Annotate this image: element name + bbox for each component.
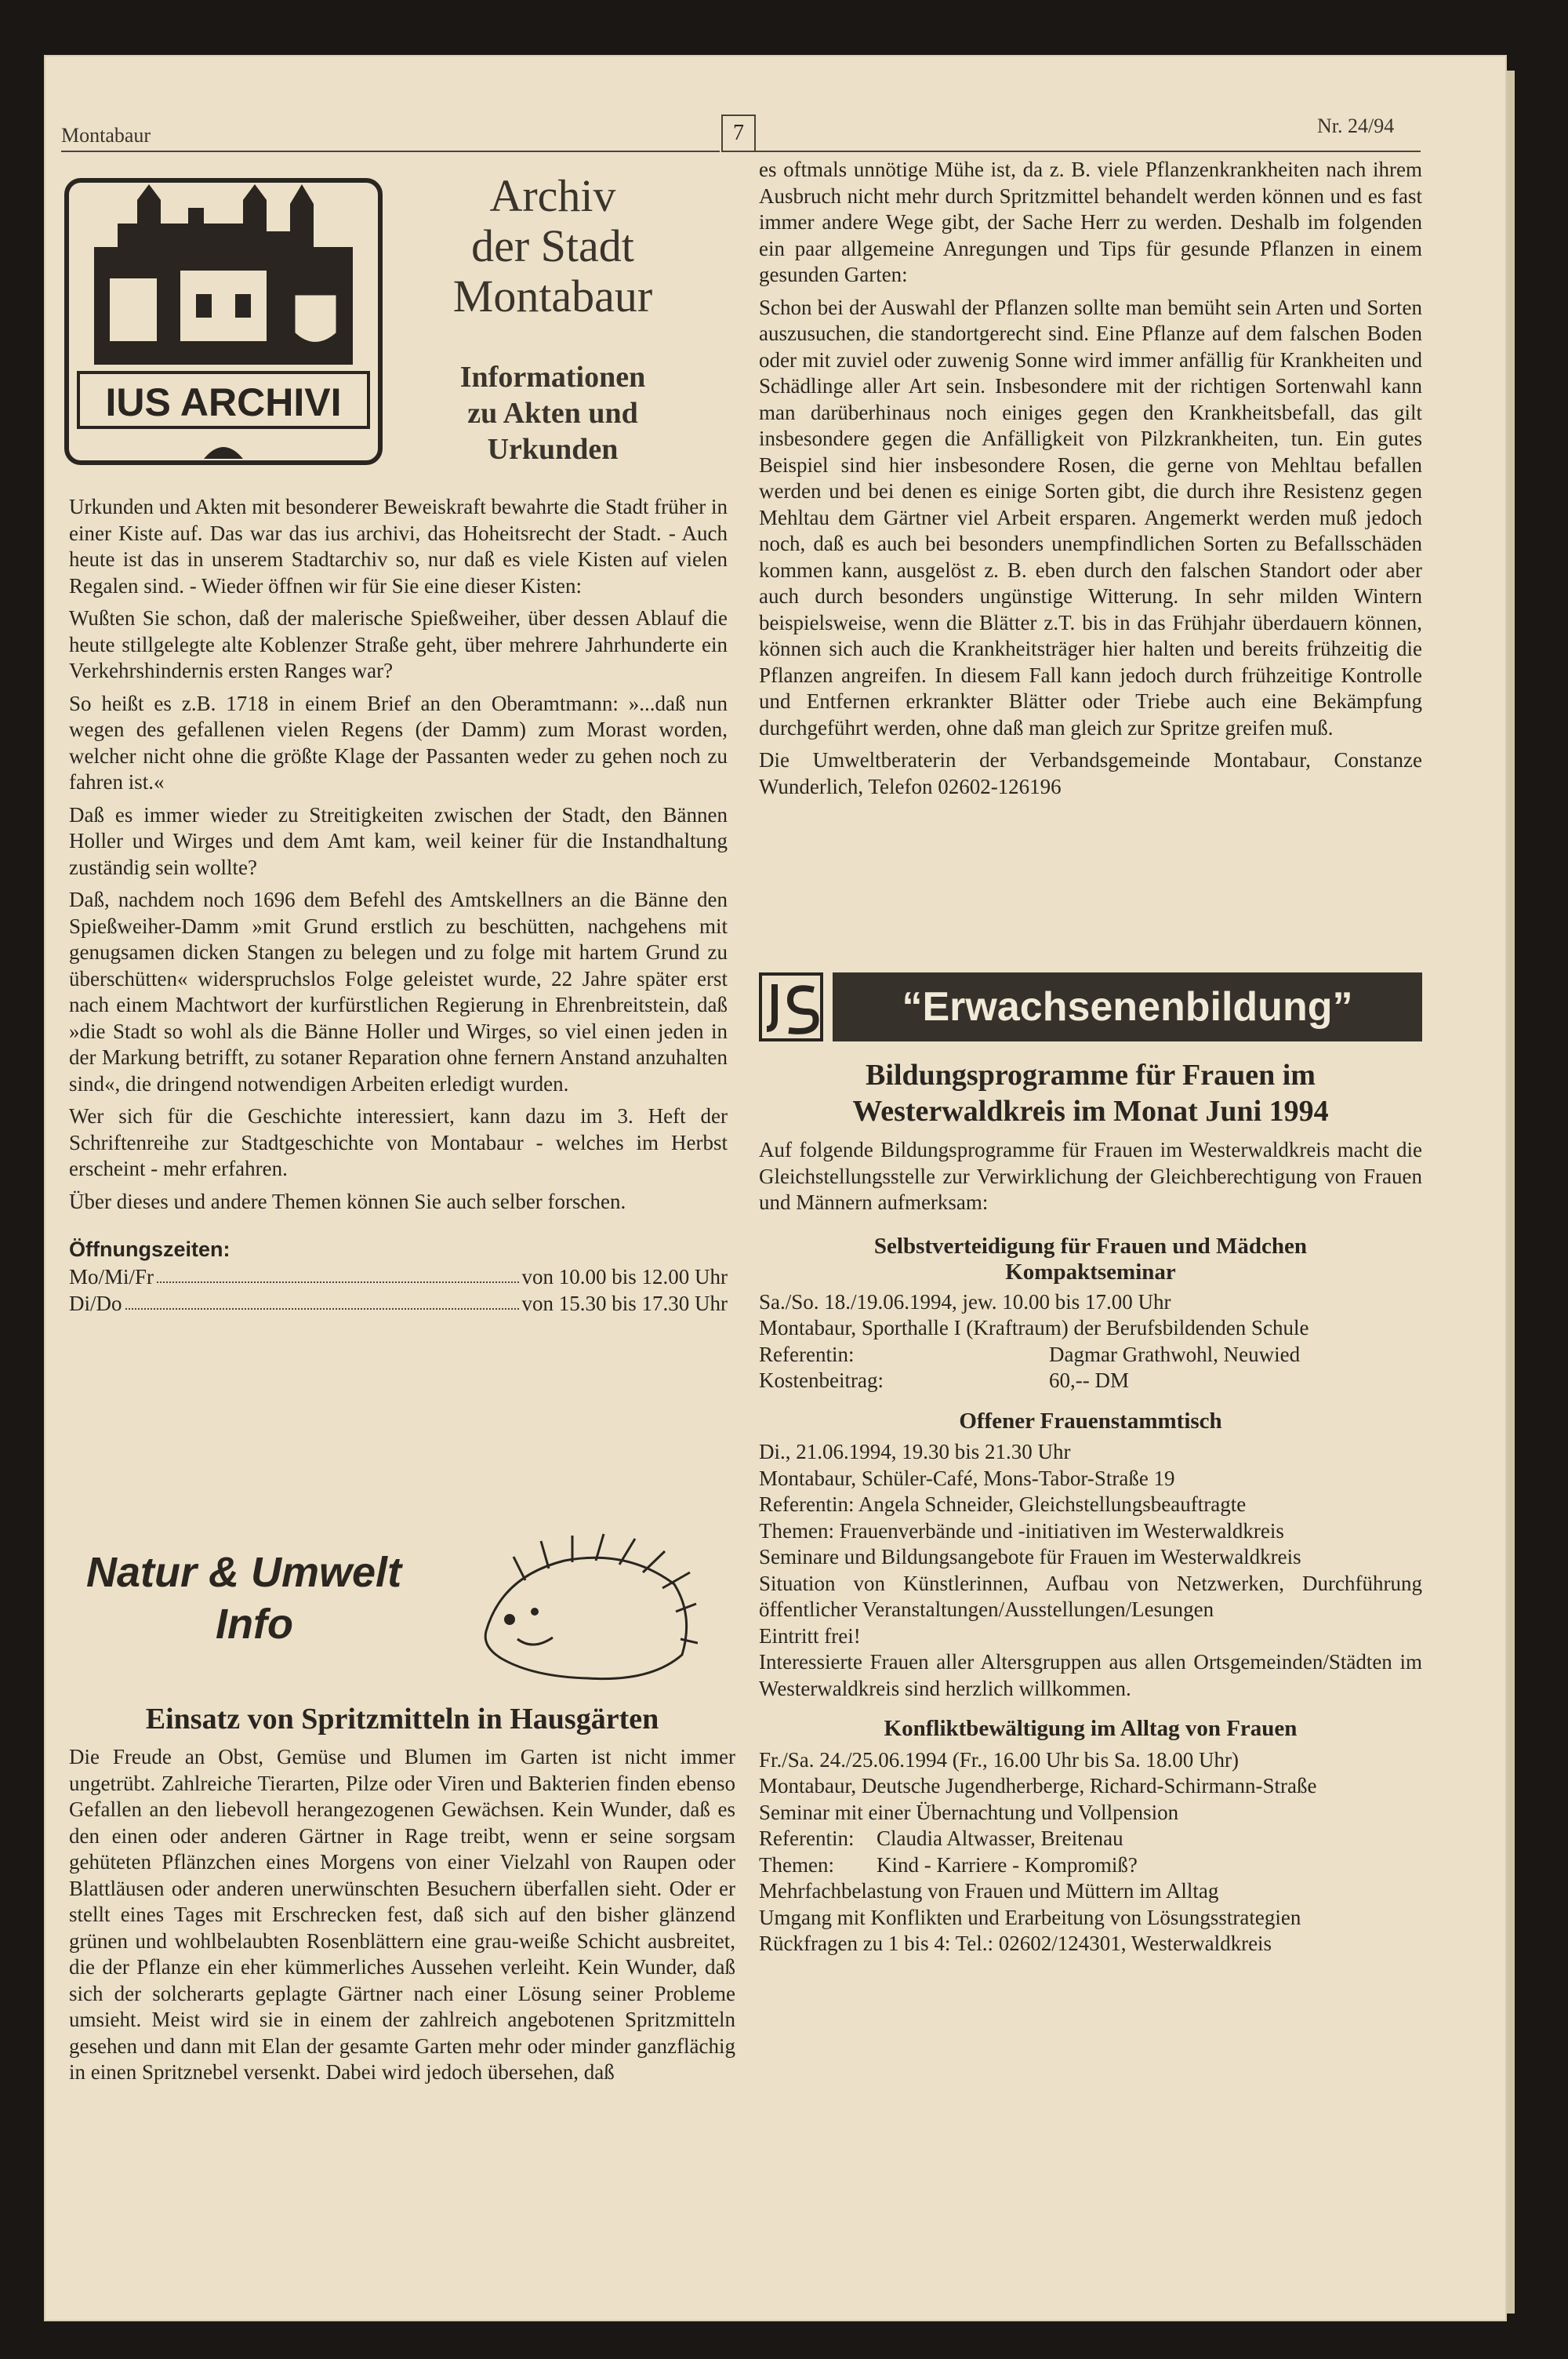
- event3-line: Montabaur, Deutsche Jugendherberge, Richard-Schirmann-Straße: [759, 1774, 1317, 1797]
- event2-line: Eintritt frei!: [759, 1623, 861, 1648]
- spritzmittel-article-left: [69, 1700, 735, 2092]
- spritzmittel-headline: Einsatz von Spritzmitteln in Hausgärten: [145, 1703, 659, 1736]
- header-rule-left: [61, 151, 720, 152]
- archiv-paragraph: Wer sich für die Geschichte interessiert, kann dazu im 3. Heft der Schriftenreihe zur Stadtgeschichte von Montabaur - welches im Herbst erscheint - mehr erfahren.: [69, 1104, 728, 1180]
- spritzmittel-paragraph: es oftmals unnötige Mühe ist, da z. B. viele Pflanzenkrankheiten nach ihrem Ausbruch nicht mehr durch Spritzmittel behandelt werden können und es fast immer andere Wege gibt, der Sache Herr zu werden. Deshalb im folgenden ein paar allgemeine Anregungen und Tips für gesunde Pflanzen in einem gesunden Garten:: [759, 158, 1422, 286]
- spritzmittel-paragraph: Die Umweltberaterin der Verbandsgemeinde Montabaur, Constanze Wunderlich, Telefon 02602-126196: [759, 748, 1422, 798]
- erwachsenenbildung-intro: Auf folgende Bildungsprogramme für Frauen im Westerwaldkreis macht die Gleichstellungsstelle zur Verwirklichung der Gleichberechtigung von Frauen und Männern aufmerksam:: [759, 1138, 1422, 1214]
- event1-subtitle: Kompaktseminar: [1005, 1259, 1176, 1285]
- archiv-paragraph: So heißt es z.B. 1718 in einem Brief an den Oberamtmann: »...daß nun wegen des gefallenen vielen Regens (der Damm) zum Morast worden, welcher nicht ohne die größte Klage der Passanten weder zu gehen noch zu fahren ist.«: [69, 691, 728, 794]
- event2-line: Themen: Frauenverbände und -initiativen im Westerwaldkreis: [759, 1518, 1284, 1543]
- event3-line: Seminar mit einer Übernachtung und Vollpension: [759, 1800, 1179, 1824]
- event1-place: Montabaur, Sporthalle I (Kraftraum) der Berufsbildenden Schule: [759, 1316, 1309, 1339]
- spritzmittel-article-right: [759, 157, 1422, 806]
- event3-themen: Themen: Kind - Karriere - Kompromiß?: [759, 1852, 1138, 1877]
- spritzmittel-paragraph: Die Freude an Obst, Gemüse und Blumen im Garten ist nicht immer ungetrübt. Zahlreiche Tierarten, Pilze oder Viren und Bakterien finden ebenso Gefallen an den liebevoll herangezogenen Gewächsen. Kein Wunder, daß es den einen oder anderen Gärtner in Rage treibt, wenn er seine sorgsam gehüteten Pflänzchen eines Morgens von einer Vielzahl von Raupen oder Blattläusen oder anderen unerwünschten Besuchern überfallen sieht. Oder er stellt eines Tages mit Erschrecken fest, daß sich auf den bisher glänzend grünen und wohlbelaubten Rosenblättern eine grau-weiße Schicht ausbreitet, die der Pflanze ein eher kümmerliches Aussehen verleiht. Kein Wunder, daß sich der solcherarts geplagte Gärtner nach einer Lösung seiner Probleme umsieht. Meist wird sie in einem der zahlreich angebotenen Spritzmitteln gesehen und dann mit Elan der gesamte Garten mehr oder minder ganzflächig in einen Spritznebel versenkt. Dabei wird jedoch übersehen, daß: [69, 1745, 735, 2084]
- vhs-logo: [759, 972, 823, 1041]
- event2-line: Situation von Künstlerinnen, Aufbau von Netzwerken, Durchführung öffentlicher Veranstaltungen/Ausstellungen/Lesungen: [759, 1571, 1422, 1621]
- event2-line: Seminare und Bildungsangebote für Frauen im Westerwaldkreis: [759, 1545, 1301, 1568]
- archiv-paragraph: Urkunden und Akten mit besonderer Beweiskraft bewahrte die Stadt früher in einer Kiste auf. Das war das ius archivi, das Hoheitsrecht der Stadt. - Auch heute ist das in unserem Stadtarchiv so, nur daß es viele Kisten auf vielen Regalen sind. - Wieder öffnen wir für Sie eine dieser Kisten:: [69, 495, 728, 598]
- header-right: Nr. 24/94: [1317, 114, 1395, 137]
- event1-kosten: Kostenbeitrag: 60,-- DM: [759, 1369, 1129, 1392]
- erwachsenenbildung-headline: Bildungsprogramme für Frauen im Westerwaldkreis im Monat Juni 1994: [852, 1059, 1329, 1128]
- logo-text: IUS ARCHIVI: [105, 380, 342, 424]
- archiv-paragraph: Über dieses und andere Themen können Sie auch selber forschen.: [69, 1189, 626, 1213]
- event3-referentin: Referentin: Claudia Altwasser, Breitenau: [759, 1826, 1123, 1850]
- event2-line: Montabaur, Schüler-Café, Mons-Tabor-Straße 19: [759, 1466, 1175, 1490]
- header-rule-right: [754, 151, 1421, 152]
- natur-umwelt-title: Natur & Umwelt Info: [86, 1549, 402, 1648]
- event3-line: Fr./Sa. 24./25.06.1994 (Fr., 16.00 Uhr bis Sa. 18.00 Uhr): [759, 1747, 1240, 1772]
- event2-line: Interessierte Frauen aller Altersgruppen aus allen Ortsgemeinden/Städten im Westerwaldkreis sind herzlich willkommen.: [759, 1650, 1422, 1700]
- page-edge: [1507, 71, 1515, 2314]
- hours-row: Di/Do von 15.30 bis 17.30 Uhr: [69, 1291, 728, 1315]
- ius-archivi-logo: [63, 176, 384, 467]
- event2-title: Offener Frauenstammtisch: [959, 1408, 1222, 1434]
- page-number: 7: [721, 114, 756, 152]
- event3-title: Konfliktbewältigung im Alltag von Frauen: [884, 1716, 1298, 1741]
- archiv-paragraph: Wußten Sie schon, daß der malerische Spießweiher, über dessen Ablauf die heute stillgelegte alte Koblenzer Straße geht, über mehrere Jahrhunderte ein Verkehrshindernis ersten Ranges war?: [69, 606, 728, 682]
- archiv-title: Archiv der Stadt Montabaur: [452, 170, 653, 322]
- header-left: Montabaur: [61, 124, 151, 147]
- hedgehog-illustration: [470, 1529, 698, 1686]
- event3-line: Umgang mit Konflikten und Erarbeitung von Lösungsstrategien: [759, 1905, 1301, 1929]
- archiv-paragraph: Daß, nachdem noch 1696 dem Befehl des Amtskellners an die Bänne den Spießweiher-Damm »mit Grund erstlich zu beschütten, nachgehens mit genugsamen dicken Stangen zu belegen und zu folge mit hartem Grund zu überschütten« widerspruchslos Folge geleistet wurde, 22 Jahre später erst nach einem Machtwort der kurfürstlichen Regierung in Ehrenbreitstein, daß »die Stadt so wohl als die Bänne Holler und Wirges, so viel einen jeden in der Markung betrifft, zu sotaner Reparation ohne fernern Anstand anzuhalten sind«, die dringend notwendigen Arbeiten erledigt wurden.: [69, 888, 728, 1096]
- hours-title: Öffnungszeiten:: [69, 1238, 230, 1261]
- event1-date: Sa./So. 18./19.06.1994, jew. 10.00 bis 17.00 Uhr: [759, 1289, 1171, 1314]
- event1-referentin: Referentin: Dagmar Grathwohl, Neuwied: [759, 1342, 1301, 1366]
- archiv-paragraph: Daß es immer wieder zu Streitigkeiten zwischen der Stadt, den Bännen Holler und Wirges und dem Amt kam, weil keiner für die Instandhaltung zuständig sein wollte?: [69, 802, 728, 879]
- archiv-subtitle: Informationen zu Akten und Urkunden: [459, 361, 646, 466]
- archiv-article: [69, 494, 728, 1317]
- event2-line: Di., 21.06.1994, 19.30 bis 21.30 Uhr: [759, 1440, 1071, 1463]
- event1-title: Selbstverteidigung für Frauen und Mädchen: [873, 1233, 1308, 1259]
- event3-line: Mehrfachbelastung von Frauen und Müttern im Alltag: [759, 1879, 1219, 1903]
- erwachsenenbildung-banner: “Erwachsenenbildung”: [833, 972, 1422, 1041]
- event2-line: Referentin: Angela Schneider, Gleichstellungsbeauftragte: [759, 1492, 1247, 1516]
- spritzmittel-paragraph: Schon bei der Auswahl der Pflanzen sollte man bemüht sein Arten und Sorten auszusuchen, die standortgerecht sind. Eine Pflanze auf dem falschen Boden oder mit zuviel oder zuwenig Sonne wird immer anfällig für Krankheiten und Schädlinge aller Art sein. Insbesondere mit der richtigen Sortenwahl kann man darüberhinaus noch einiges gegen den Krankheitsbefall, das gilt insbesondere gegen die Anfälligkeit von Pilzkrankheiten, tun. Ein gutes Beispiel sind hier insbesondere Rosen, die gerne von Mehltau befallen werden und bei denen es einige Sorten gibt, die durch ihre Resistenz gegen Mehltau dem Gärtner viel Arbeit ersparen. Angemerkt werden muß jedoch noch, daß es auch bei besonders unempfindlichen Sorten zu Befallsschäden kommen kann, ausgelöst z. B. eben durch den falschen Standort oder aber auch durch besonders ungünstige Witterung. In sehr milden Wintern beispielsweise, wenn die Blätter z.T. bis in das Frühjahr überdauern können, können sich auch die Krankheitsträger hier halten und bereits frühzeitig die Pflanzen angreifen. In diesem Fall kann jedoch durch frühzeitige Kontrolle und Entfernen erkrankter Blätter oder Triebe auch eine Bekämpfung durchgeführt werden, ohne daß man gleich zur Spritze greifen muß.: [759, 295, 1422, 740]
- hours-row: Mo/Mi/Fr von 10.00 bis 12.00 Uhr: [69, 1264, 728, 1289]
- event3-line: Rückfragen zu 1 bis 4: Tel.: 02602/124301, Westerwaldkreis: [759, 1932, 1272, 1955]
- erwachsenenbildung-article: [759, 1057, 1422, 1957]
